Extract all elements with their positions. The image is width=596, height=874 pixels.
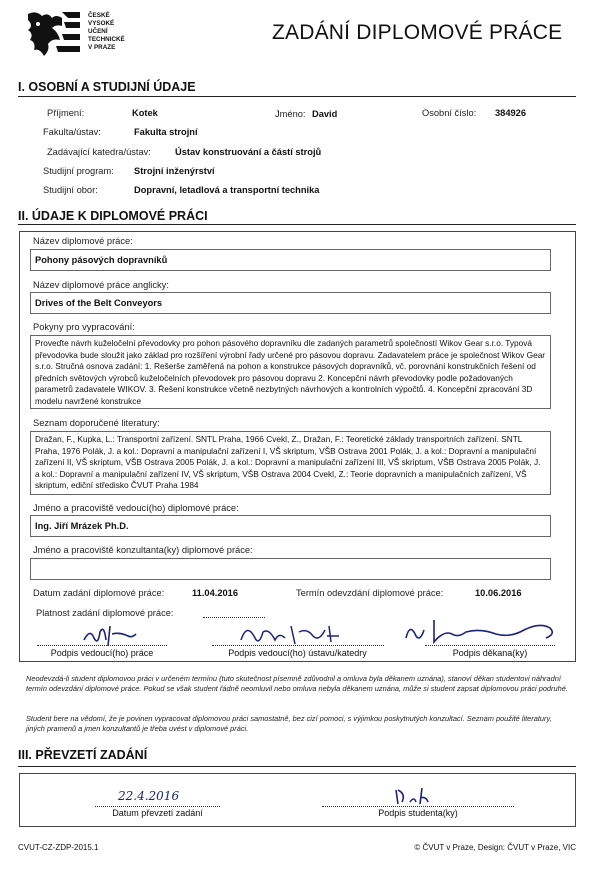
student-signature-image	[392, 786, 432, 808]
consultant-label: Jméno a pracoviště konzultanta(ky) diplomové práce:	[33, 545, 253, 555]
supervisor-field: Ing. Jiří Mrázek Ph.D.	[30, 515, 551, 537]
study-field-value: Dopravní, letadlová a transportní technika	[134, 185, 320, 195]
date-assigned-label: Datum zadání diplomové práce:	[33, 588, 165, 598]
surname-value: Kotek	[132, 108, 158, 118]
consultant-field	[30, 558, 551, 580]
student-signature-line	[322, 806, 514, 807]
deadline-label: Termín odevzdání diplomové práce:	[296, 588, 444, 598]
independence-note: Student bere na vědomí, že je povinen vypracovat diplomovou práci samostatně, bez cizí pomoci, s výjimkou poskytnutých konzultací. Seznam použité literatury, jiných pramenů a jmen konzultantů je třeba uvést v diplomové práci.	[26, 714, 552, 733]
acceptance-date-handwritten: 22.4.2016	[118, 789, 180, 803]
ctu-lion-emblem	[22, 8, 84, 60]
surname-label: Příjmení:	[47, 108, 85, 118]
section2-rule	[18, 224, 576, 225]
dean-signature-line	[425, 645, 555, 646]
logo-line: ČESKÉ	[88, 12, 110, 19]
thesis-title-label: Název diplomové práce:	[33, 236, 133, 246]
literature-field: Dražan, F., Kupka, L.: Transportní zařízení. SNTL Praha, 1966 Cvekl, Z., Dražan, F.: Teoretické základy transportních zařízení. SNTL Praha, 1976 Polák, J. a kol.: Dopravní a manipulační zařízení I, VŠ skriptum, VŠB Ostrava 2001 Polák, J. a kol.: Dopravní a manipulační zařízení II, VŠ skriptum, VŠB Ostrava 2005 Polák, J. a kol.: Dopravní a manipulační zařízení III, VŠ skriptum, VŠB Ostrava 2005 Polák, J. a kol.: Dopravní a manipulační zařízení IV, VŠ skriptum, VŠB Ostrava 2004 Cvekl, Z.: Teorie dopravních a manipulačních zařízení, VŠ skriptum, ediční středisko ČVUT Praha 1984	[30, 431, 551, 495]
section1-rule	[18, 96, 576, 97]
faculty-value: Fakulta strojní	[134, 127, 198, 137]
student-id-value: 384926	[495, 108, 527, 118]
document-title: ZADÁNÍ DIPLOMOVÉ PRÁCE	[272, 21, 563, 44]
supervisor-label: Jméno a pracoviště vedoucí(ho) diplomové práce:	[33, 503, 239, 513]
section1-heading: I. OSOBNÍ A STUDIJNÍ ÚDAJE	[18, 80, 196, 94]
head-signature-caption: Podpis vedoucí(ho) ústavu/katedry	[228, 648, 367, 658]
date-assigned-value: 11.04.2016	[192, 588, 239, 598]
supervisor-signature-caption: Podpis vedoucí(ho) práce	[50, 648, 154, 658]
literature-label: Seznam doporučené literatury:	[33, 418, 160, 428]
name-label: Jméno:	[275, 109, 306, 119]
section3-rule	[18, 766, 576, 767]
thesis-title-en-label: Název diplomové práce anglicky:	[33, 280, 169, 290]
section2-heading: II. ÚDAJE K DIPLOMOVÉ PRÁCI	[18, 209, 208, 223]
dean-signature-image	[400, 612, 570, 652]
faculty-label: Fakulta/ústav:	[43, 127, 101, 137]
acceptance-date-line	[95, 806, 220, 807]
instructions-label: Pokyny pro vypracování:	[33, 322, 135, 332]
department-value: Ústav konstruování a částí strojů	[175, 147, 322, 157]
validity-label: Platnost zadání diplomové práce:	[36, 608, 174, 618]
logo-line: TECHNICKÉ	[88, 36, 125, 43]
student-signature-caption: Podpis studenta(ky)	[378, 808, 458, 818]
ctu-logo	[22, 8, 84, 60]
copyright: © ČVUT v Praze, Design: ČVUT v Praze, VIC	[414, 843, 576, 852]
study-program-label: Studijní program:	[43, 166, 114, 176]
deadline-value: 10.06.2016	[475, 588, 522, 598]
study-program-value: Strojní inženýrství	[134, 166, 215, 176]
late-submission-note: Neodevzdá-li student diplomovou práci v určeném termínu (tuto skutečnost písemně zdůvodnil a omluva byla děkanem uznána), stanoví děkan studentovi náhradní termín odevzdání diplomové práce. Pokud se však student řádně neomluvil nebo omluva nebyla děkanem uznána, může si student zapsat diplomovou práci podruhé.	[26, 674, 568, 693]
instructions-field: Proveďte návrh kuželočelní převodovky pro pohon pásového dopravníku dle zadaných parametrů společností Wikov Gear s.r.o. Typová převodovka bude sloužit jako základ pro rozšíření výrobní řady určené pro pásovou dopravu. Zadavatelem práce je společnost Wikov Gear s.r.o. Stručná osnova zadání: 1. Rešerše zaměřená na pohon a konstrukce pásových dopravníků, vč. porovnání konstrukčních řešení od předních světových výrobců kuželočelních převodovek pro pásovou dopravu 2. Koncepční návrh převodovky podle požadovaných parametrů zadavatele WIKOV. 3. Řešení konstrukce včetně nezbytných návrhových a kontrolních výpočtů. 4. Koncepční zpracování 3D modelu navržené konstrukce	[30, 335, 551, 409]
section3-heading: III. PŘEVZETÍ ZADÁNÍ	[18, 748, 148, 762]
logo-line: VYSOKÉ	[88, 20, 115, 27]
form-code: CVUT-CZ-ZDP-2015.1	[18, 843, 99, 852]
acceptance-panel	[19, 773, 576, 827]
thesis-title-field: Pohony pásových dopravníků	[30, 249, 551, 271]
dean-signature-caption: Podpis děkana(ky)	[452, 648, 528, 658]
name-value: David	[312, 109, 338, 119]
logo-line: UČENÍ	[88, 28, 108, 35]
logo-line: V PRAZE	[88, 44, 116, 51]
study-field-label: Studijní obor:	[43, 185, 98, 195]
acceptance-date-caption: Datum převzetí zadání	[112, 808, 203, 818]
student-id-label: Osobní číslo:	[422, 108, 477, 118]
logo-wordmark	[88, 12, 125, 52]
department-label: Zadávající katedra/ústav:	[47, 147, 151, 157]
thesis-title-en-field: Drives of the Belt Conveyors	[30, 292, 551, 314]
head-signature-line	[212, 645, 384, 646]
supervisor-signature-line	[37, 645, 167, 646]
